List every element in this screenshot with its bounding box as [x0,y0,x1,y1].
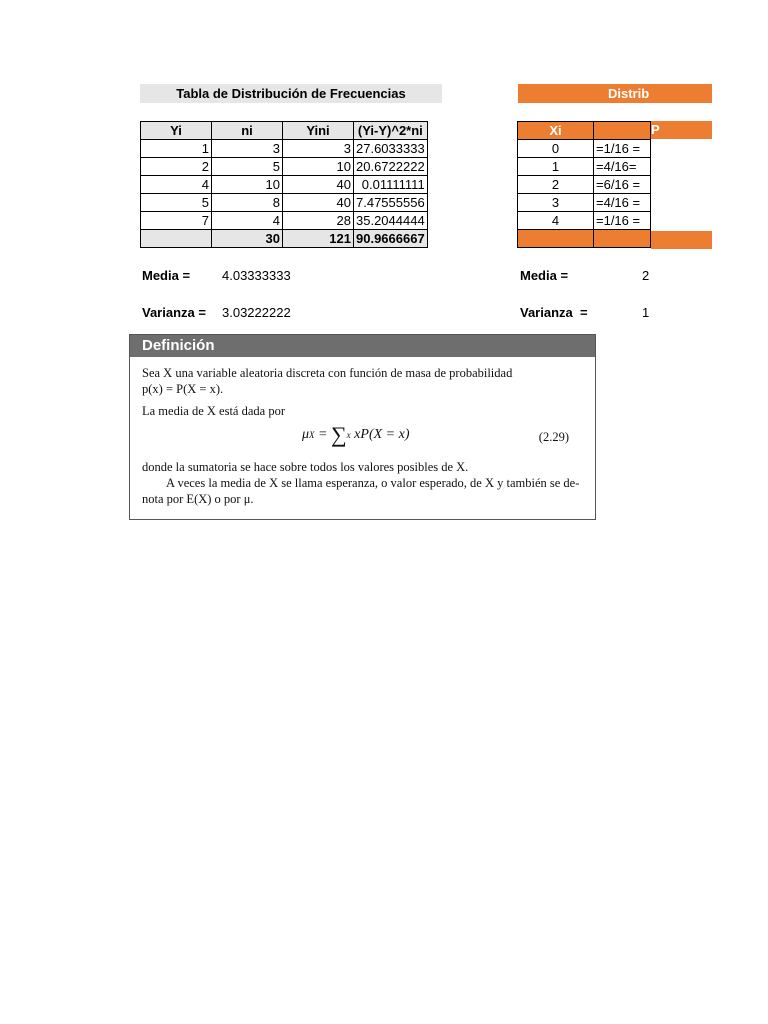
distribution-title-text: Distrib [608,86,650,101]
definition-line: La media de X está dada por [142,404,285,418]
header-squared-deviation[interactable]: (Yi-Y)^2*ni [354,122,428,140]
table-row [518,212,651,230]
cell-yini[interactable]: 3 [283,140,354,158]
cell-yini[interactable]: 40 [283,176,354,194]
table-row [141,212,428,230]
cell-probability[interactable]: =1/16 = [594,212,651,230]
summation-symbol: ∑ [330,422,347,447]
cell-ni[interactable]: 10 [212,176,283,194]
definition-body [130,357,595,507]
cell-probability[interactable]: =4/16= [594,158,651,176]
cell-ni[interactable]: 8 [212,194,283,212]
cell-probability[interactable]: =1/16 = [594,140,651,158]
table-row [518,194,651,212]
cell-xi[interactable]: 2 [518,176,594,194]
equation-number: (2.29) [538,430,569,444]
formula-mu-subscript: X [309,430,315,441]
cell-probability[interactable]: =4/16 = [594,194,651,212]
header-xi[interactable]: Xi [518,122,594,140]
definition-line: A veces la media de X se llama esperanza, o valor esperado, de X y también se de- [166,476,580,490]
distribution-table-title [518,84,712,103]
cell-ni[interactable]: 4 [212,212,283,230]
distribution-table [517,121,651,248]
definition-box [129,334,596,520]
table-header-row [518,122,651,140]
formula-equals: = [314,427,331,443]
table-row [141,158,428,176]
cell-yini[interactable]: 10 [283,158,354,176]
cell-xi[interactable]: 3 [518,194,594,212]
formula-rhs: xP(X = x) [350,427,410,443]
frequency-table-title: Tabla de Distribución de Frecuencias [140,84,442,103]
dist-varianza-label: Varianza = [520,305,588,320]
totals-fill [651,231,712,249]
cell-yini[interactable]: 28 [283,212,354,230]
definition-line: donde la sumatoria se hace sobre todos los valores posibles de X. [142,460,469,474]
total-yini[interactable]: 121 [283,230,354,248]
varianza-label: Varianza = [142,305,206,320]
total-squared-deviation[interactable]: 90.9666667 [354,230,428,248]
cell-yi[interactable]: 7 [141,212,212,230]
formula-mu: μ [302,427,310,443]
header-ni[interactable]: ni [212,122,283,140]
total-probability[interactable] [594,230,651,248]
cell-squared-deviation[interactable]: 0.01111111 [354,176,428,194]
dist-media-value[interactable]: 2 [642,268,650,283]
formula-expression [302,422,410,447]
header-p-fill [651,121,712,139]
cell-yi[interactable]: 5 [141,194,212,212]
table-row [518,140,651,158]
total-yi[interactable] [141,230,212,248]
table-row [141,176,428,194]
cell-xi[interactable]: 0 [518,140,594,158]
table-row [141,194,428,212]
header-p-label: P [651,122,660,137]
cell-ni[interactable]: 5 [212,158,283,176]
definition-line: p(x) = P(X = x). [142,382,224,396]
cell-yini[interactable]: 40 [283,194,354,212]
total-ni[interactable]: 30 [212,230,283,248]
dist-media-label: Media = [520,268,569,283]
cell-squared-deviation[interactable]: 7.47555556 [354,194,428,212]
total-xi[interactable] [518,230,594,248]
cell-squared-deviation[interactable]: 27.6033333 [354,140,428,158]
cell-probability[interactable]: =6/16 = [594,176,651,194]
distribution-table-area [517,121,712,249]
cell-xi[interactable]: 1 [518,158,594,176]
header-yini[interactable]: Yini [283,122,354,140]
distribution-clipped-region [651,121,712,249]
varianza-value[interactable]: 3.03222222 [222,305,291,320]
media-value[interactable]: 4.03333333 [222,268,291,283]
table-header-row [141,122,428,140]
header-yi[interactable]: Yi [141,122,212,140]
cell-squared-deviation[interactable]: 20.6722222 [354,158,428,176]
table-row [518,158,651,176]
cell-xi[interactable]: 4 [518,212,594,230]
summation-subscript: x [346,430,351,441]
table-row [141,140,428,158]
cell-yi[interactable]: 2 [141,158,212,176]
totals-row [518,230,651,248]
definition-heading: Definición [130,335,595,357]
definition-line: Sea X una variable aleatoria discreta con función de masa de probabilidad [142,366,513,380]
cell-yi[interactable]: 4 [141,176,212,194]
frequency-table [140,121,428,248]
cell-squared-deviation[interactable]: 35.2044444 [354,212,428,230]
dist-varianza-value[interactable]: 1 [642,305,650,320]
mean-formula [142,419,583,459]
media-label: Media = [142,268,191,283]
definition-line: nota por E(X) o por μ. [142,492,254,506]
totals-row [141,230,428,248]
cell-ni[interactable]: 3 [212,140,283,158]
header-p[interactable] [594,122,651,140]
table-row [518,176,651,194]
cell-yi[interactable]: 1 [141,140,212,158]
